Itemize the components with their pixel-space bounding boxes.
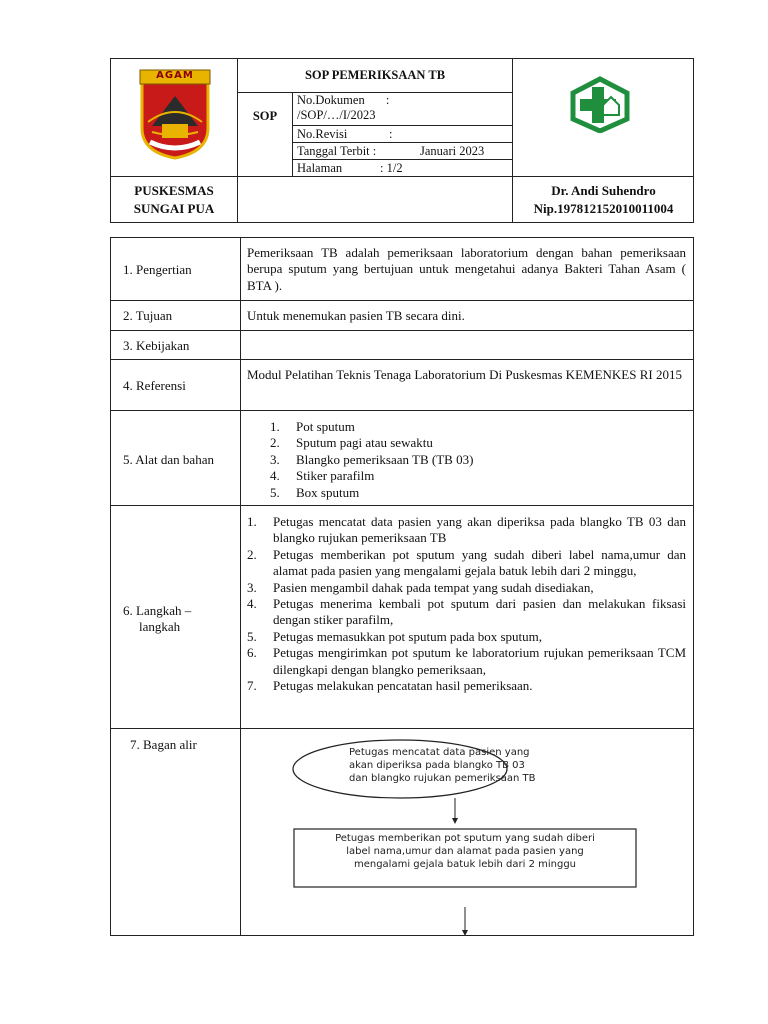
tanggal-terbit-label: Tanggal Terbit : xyxy=(297,144,377,158)
halaman-value: : 1/2 xyxy=(380,161,403,175)
flow-step1-text xyxy=(349,746,579,785)
list-item: 3. Blangko pemeriksaan TB (TB 03) xyxy=(270,451,474,467)
agam-logo xyxy=(138,68,212,160)
signer-name: Dr. Andi Suhendro xyxy=(551,183,656,198)
list-item-text: Petugas memasukkan pot sputum pada box sputum, xyxy=(273,628,543,644)
org-name xyxy=(111,182,237,218)
flow-arrowhead-2 xyxy=(462,930,468,936)
tanggal-terbit-row xyxy=(292,142,512,159)
text-pengertian: Pemeriksaan TB adalah pemeriksaan laboratorium dengan bahan pemeriksaan berupa sputum yang bertujuan untuk mengetahui adanya Bakteri Tahan Asam ( BTA ). xyxy=(247,245,686,293)
no-dokumen-label xyxy=(297,93,389,108)
signer-nip: Nip.197812152010011004 xyxy=(533,201,674,216)
label-langkah-line1: 6. Langkah – xyxy=(123,603,192,618)
list-item-text: Pot sputum xyxy=(296,419,355,434)
list-item-text: Box sputum xyxy=(296,484,360,500)
text-referensi: Modul Pelatihan Teknis Tenaga Laboratorium Di Puskesmas KEMENKES RI 2015 xyxy=(247,367,682,382)
list-item-text: Petugas melakukan pencatatan hasil pemeriksaan. xyxy=(273,678,533,694)
label-pengertian: 1. Pengertian xyxy=(123,262,192,277)
flow-step2-line2: label nama,umur dan alamat pada pasien yang xyxy=(346,846,584,857)
label-langkah xyxy=(123,603,191,635)
list-item: 2. Petugas memberikan pot sputum yang sudah diberi label nama,umur dan alamat pada pasien yang mengalami gejala batuk lebih dari 2 minggu, xyxy=(247,546,686,579)
list-item: 1. Pot sputum xyxy=(270,419,355,434)
flow-step2-line3: mengalami gejala batuk lebih dari 2 minggu xyxy=(353,859,577,870)
list-item-text: Petugas memberikan pot sputum yang sudah diberi label nama,umur dan alamat pada pasien yang mengalami gejala batuk lebih dari 2 minggu, xyxy=(273,546,686,579)
label-tujuan: 2. Tujuan xyxy=(123,308,173,323)
no-dokumen-colon: : xyxy=(385,93,390,107)
list-item: 4. Petugas menerima kembali pot sputum dari pasien dan melakukan fiksasi dengan stiker parafilm, xyxy=(247,596,686,628)
no-dokumen-value: /SOP/…/I/2023 xyxy=(297,108,376,122)
flow-step2-text xyxy=(294,832,636,871)
org-name-line2: SUNGAI PUA xyxy=(133,201,215,216)
list-item-text: Stiker parafilm xyxy=(296,468,375,484)
flow-arrowhead-1 xyxy=(452,818,458,824)
text-tujuan: Untuk menemukan pasien TB secara dini. xyxy=(247,308,465,323)
list-item-text: Sputum pagi atau sewaktu xyxy=(296,435,433,451)
list-item: 5. Petugas memasukkan pot sputum pada box sputum, xyxy=(247,628,543,644)
list-item-text: Petugas mencatat data pasien yang akan diperiksa pada blangko TB 03 dan blangko rujukan pemeriksaan TB xyxy=(273,514,686,546)
list-item-text: Petugas menerima kembali pot sputum dari pasien dan melakukan fiksasi dengan stiker parafilm, xyxy=(273,596,686,628)
list-item-text: Petugas mengirimkan pot sputum ke laboratorium rujukan pemeriksaan TCM dilengkapi dengan blangko pemeriksaan, xyxy=(273,645,686,677)
signer xyxy=(513,182,694,218)
list-item: 5. Box sputum xyxy=(270,484,360,500)
list-item: 2. Sputum pagi atau sewaktu xyxy=(270,435,433,451)
no-revisi-label: No.Revisi xyxy=(297,127,348,141)
flow-step1-line1: Petugas mencatat data pasien yang xyxy=(349,747,530,758)
flowchart xyxy=(241,729,693,936)
tanggal-terbit-value: Januari 2023 xyxy=(420,144,485,158)
label-referensi: 4. Referensi xyxy=(123,378,186,393)
list-item: 7. Petugas melakukan pencatatan hasil pemeriksaan. xyxy=(247,678,533,694)
label-alat-bahan: 5. Alat dan bahan xyxy=(123,452,214,467)
puskesmas-logo xyxy=(567,75,633,133)
list-item: 4. Stiker parafilm xyxy=(270,468,375,484)
label-langkah-line2: langkah xyxy=(139,619,181,634)
label-kebijakan: 3. Kebijakan xyxy=(123,338,190,353)
alat-bahan-list xyxy=(270,419,670,501)
flow-step1-line3: dan blangko rujukan pemeriksaan TB xyxy=(349,773,536,784)
halaman-label: Halaman xyxy=(297,161,343,175)
sop-label: SOP xyxy=(252,109,278,123)
org-name-line1: PUSKESMAS xyxy=(134,183,214,198)
logo-text: AGAM xyxy=(156,70,194,81)
list-item-text: Pasien mengambil dahak pada tempat yang sudah disediakan, xyxy=(273,579,594,595)
label-bagan-alir: 7. Bagan alir xyxy=(130,737,197,752)
list-item-text: Blangko pemeriksaan TB (TB 03) xyxy=(296,451,474,467)
halaman-row xyxy=(292,159,512,176)
no-revisi-colon: : xyxy=(389,127,393,141)
flow-step1-line2: akan diperiksa pada blangko TB 03 xyxy=(349,760,525,771)
no-revisi-row xyxy=(292,125,512,142)
flow-step2-line1: Petugas memberikan pot sputum yang sudah diberi xyxy=(335,833,595,844)
list-item: 6. Petugas mengirimkan pot sputum ke laboratorium rujukan pemeriksaan TCM dilengkapi dengan blangko pemeriksaan, xyxy=(247,645,686,677)
list-item: 1. Petugas mencatat data pasien yang akan diperiksa pada blangko TB 03 dan blangko rujukan pemeriksaan TB xyxy=(247,514,686,546)
no-dokumen-label-text: No.Dokumen xyxy=(297,93,365,107)
langkah-list xyxy=(247,514,686,694)
page-title: SOP PEMERIKSAAN TB xyxy=(304,68,446,82)
list-item: 3. Pasien mengambil dahak pada tempat yang sudah disediakan, xyxy=(247,579,594,595)
